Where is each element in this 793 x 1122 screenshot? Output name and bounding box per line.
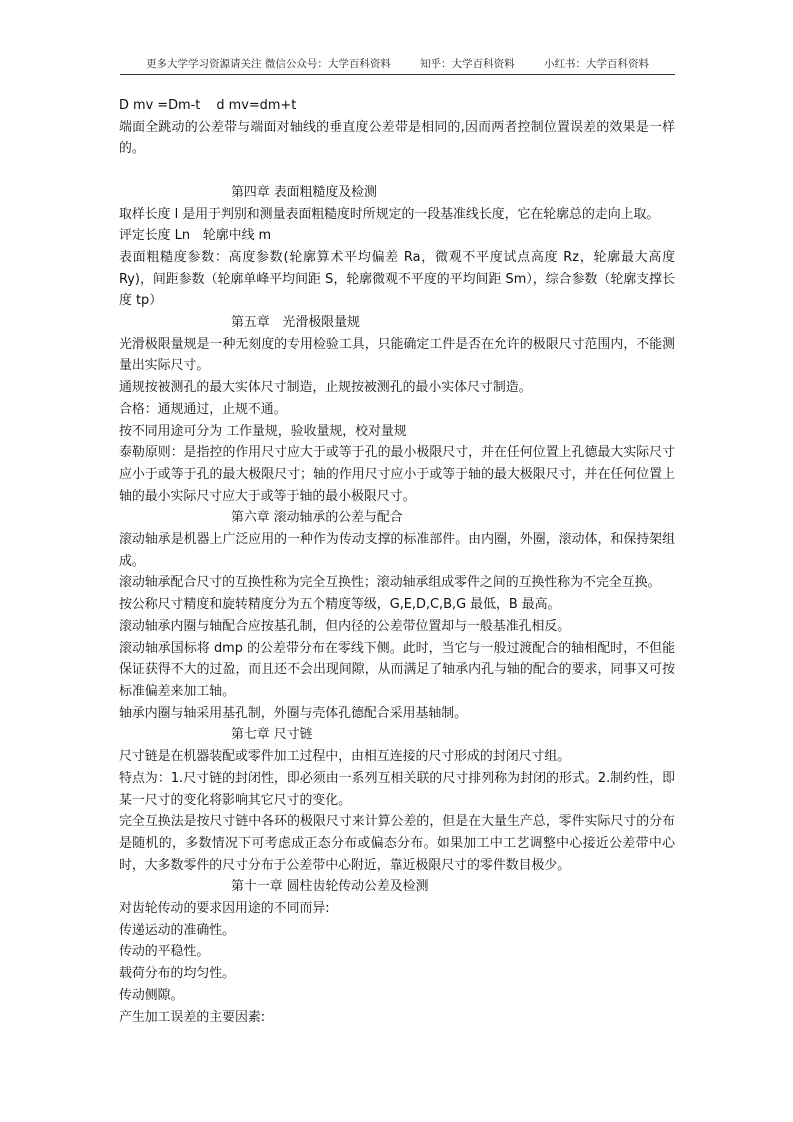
chapter-heading: 第七章 尺寸链 xyxy=(231,727,313,743)
paragraph: 合格：通规通过，止规不通。 xyxy=(119,401,287,417)
list-item: 传动的平稳性。 xyxy=(119,944,210,960)
document-body xyxy=(119,95,675,1028)
paragraph: 按公称尺寸精度和旋转精度分为五个精度等级，G,E,D,C,B,G 最低，B 最高。 xyxy=(119,597,561,613)
paragraph: 特点为：1.尺寸链的封闭性，即必须由一系列互相关联的尺寸排列称为封闭的形式。2.制约性，即某一尺寸的变化将影响其它尺寸的变化。 xyxy=(119,770,675,808)
paragraph: 滚动轴承内圈与轴配合应按基孔制，但内径的公差带位置却与一般基准孔相反。 xyxy=(119,618,571,634)
paragraph: 按不同用途可分为 工作量规，验收量规，校对量规 xyxy=(119,423,407,439)
header-xiaohongshu-text: 小红书：大学百科资料 xyxy=(544,58,650,70)
chapter-heading: 第四章 表面粗糙度及检测 xyxy=(231,184,377,200)
paragraph: 通规按被测孔的最大实体尺寸制造，止规按被测孔的最小实体尺寸制造。 xyxy=(119,380,532,396)
paragraph: 完全互换法是按尺寸链中各环的极限尺寸来计算公差的，但是在大量生产总，零件实际尺寸的分布是随机的，多数情况下可考虑成正态分布或偏态分布。如果加工中工艺调整中心接近公差带中心时，大多数零件的尺寸分布于公差带中心附近，靠近极限尺寸的零件数目极少。 xyxy=(119,814,675,873)
paragraph: 滚动轴承配合尺寸的互换性称为完全互换性；滚动轴承组成零件之间的互换性称为不完全互换。 xyxy=(119,575,661,591)
header-zhihu-text: 知乎：大学百科资料 xyxy=(420,58,515,70)
paragraph: 对齿轮传动的要求因用途的不同而异: xyxy=(119,901,330,917)
paragraph: 光滑极限量规是一种无刻度的专用检验工具，只能确定工件是否在允许的极限尺寸范围内，不能测量出实际尺寸。 xyxy=(119,336,675,374)
page-header xyxy=(120,56,675,75)
paragraph: 产生加工误差的主要因素: xyxy=(119,1009,266,1025)
paragraph: 评定长度 Ln 轮廓中线 m xyxy=(119,228,272,244)
formula-inner: d mv=dm+t xyxy=(216,98,297,113)
formula-outer: D mv =Dm-t xyxy=(119,98,201,113)
paragraph: 滚动轴承国标将 dmp 的公差带分布在零线下侧。此时，当它与一般过渡配合的轴相配时，不但能保证获得不大的过盈，而且还不会出现间隙，从而满足了轴承内孔与轴的配合的要求，同事又可按标准偏差来加工轴。 xyxy=(119,640,675,699)
paragraph: 取样长度 l 是用于判别和测量表面粗糙度时所规定的一段基准线长度，它在轮廓总的走向上取。 xyxy=(119,206,660,222)
list-item: 传动侧隙。 xyxy=(119,987,184,1003)
list-item: 传递运动的准确性。 xyxy=(119,922,236,938)
paragraph: 滚动轴承是机器上广泛应用的一种作为传动支撑的标准部件。由内圈，外圈，滚动体，和保持架组成。 xyxy=(119,532,675,569)
chapter-heading: 第十一章 圆柱齿轮传动公差及检测 xyxy=(231,879,429,895)
blank-line xyxy=(119,160,675,182)
paragraph: 泰勒原则：是指控的作用尺寸应大于或等于孔的最小极限尺寸，并在任何位置上孔德最大实际尺寸应小于或等于孔的最大极限尺寸；轴的作用尺寸应小于或等于轴的最大极限尺寸，并在任何位置上轴的最小实际尺寸应大于或等于轴的最小极限尺寸。 xyxy=(119,445,675,504)
paragraph: 尺寸链是在机器装配或零件加工过程中，由相互连接的尺寸形成的封闭尺寸组。 xyxy=(119,749,571,765)
header-wechat-text: 更多大学学习资源请关注 微信公众号：大学百科资料 xyxy=(145,58,391,70)
formula-line xyxy=(119,95,675,117)
chapter-heading: 第五章 光滑极限量规 xyxy=(231,315,360,331)
paragraph: 轴承内圈与轴采用基孔制，外圈与壳体孔德配合采用基轴制。 xyxy=(119,705,468,721)
paragraph: 端面全跳动的公差带与端面对轴线的垂直度公差带是相同的,因而两者控制位置误差的效果是一样的。 xyxy=(119,119,675,157)
chapter-heading: 第六章 滚动轴承的公差与配合 xyxy=(231,510,403,526)
list-item: 载荷分布的均匀性。 xyxy=(119,966,236,982)
paragraph: 表面粗糙度参数：高度参数(轮廓算术平均偏差 Ra，微观不平度试点高度 Rz，轮廓最大高度 Ry)，间距参数（轮廓单峰平均间距 S，轮廓微观不平度的平均间距 Sm），综合参数（轮廓支撑长度 tp） xyxy=(119,249,675,309)
